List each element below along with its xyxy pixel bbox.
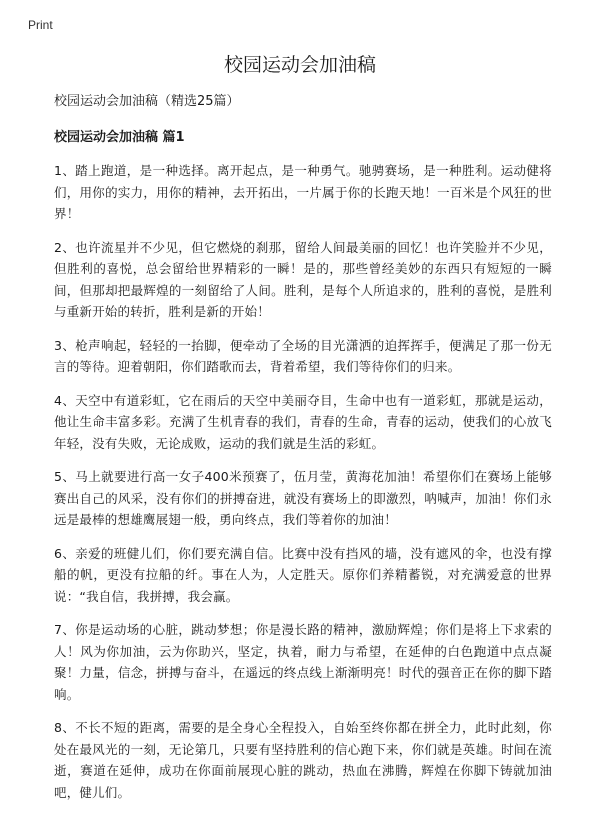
- paragraph-2: 2、也许流星并不少见，但它燃烧的刹那，留给人间最美丽的回忆！也许笑脸并不少见，但胜利的喜悦，总会留给世界精彩的一瞬！是的，那些曾经美妙的东西只有短短的一瞬间，但那却把最辉煌的一刻留给了人间。胜利，是每个人所追求的，胜利的喜悦，是胜利与重新开始的转折，胜利是新的开始！: [54, 239, 552, 319]
- paragraph-1: 1、踏上跑道，是一种选择。离开起点，是一种勇气。驰骋赛场，是一种胜利。运动健将们，用你的实力，用你的精神，去开拓出，一片属于你的长跑天地！一百米是个风狂的世界！: [54, 163, 552, 221]
- paragraph-7: 7、你是运动场的心脏，跳动梦想；你是漫长路的精神，激励辉煌；你们是将上下求索的人！风为你加油，云为你助兴，坚定，执着，耐力与希望，在延伸的白色跑道中点点凝聚！力量，信念，拼搏与奋斗，在遥远的终点线上渐渐明亮！时代的强音正在你的脚下踏响。: [54, 622, 552, 702]
- paragraph-8: 8、不长不短的距离，需要的是全身心全程投入，自始至终你都在拼全力，此时此刻，你处在最风光的一刻，无论第几，只要有坚持胜利的信心跑下来，你们就是英雄。时间在流逝，赛道在延伸，成功在你面前展现心脏的跳动，热血在沸腾，辉煌在你脚下铸就加油吧，健儿们。: [54, 720, 552, 800]
- paragraph-4: 4、天空中有道彩虹，它在雨后的天空中美丽夺目，生命中也有一道彩虹，那就是运动，他让生命丰富多彩。充满了生机青春的我们，青春的生命，青春的运动，使我们的心放飞年轻，没有失败，无论成败，运动的我们就是生活的彩虹。: [54, 392, 552, 451]
- paragraph-5: 5、马上就要进行高一女子400米预赛了，伍月莹，黄海花加油！希望你们在赛场上能够赛出自己的风采，没有你们的拼搏奋进，就没有赛场上的即激烈，呐喊声，加油！你们永远是最棒的想雄鹰展翅一般，勇向终点，我们等着你的加油！: [54, 469, 552, 527]
- section-heading: 校园运动会加油稿 篇1: [54, 130, 185, 145]
- document-body: [54, 92, 552, 815]
- print-link[interactable]: Print: [28, 18, 53, 32]
- page-title: 校园运动会加油稿: [223, 54, 376, 76]
- paragraph-3: 3、枪声响起，轻轻的一抬脚，便牵动了全场的目光潇洒的迫挥挥手，便满足了那一份无言的等待。迎着朝阳，你们踏歌而去，背着希望，我们等待你们的归来。: [54, 337, 552, 374]
- paragraph-6: 6、亲爱的班健儿们，你们要充满自信。比赛中没有挡风的墙，没有遮风的伞，也没有撑船的帆，更没有拉船的纤。事在人为，人定胜天。原你们养精蓄锐，对充满爱意的世界说：“我自信，我拼搏，我会赢。: [54, 545, 552, 604]
- document-subtitle: 校园运动会加油稿（精选25篇）: [54, 94, 240, 109]
